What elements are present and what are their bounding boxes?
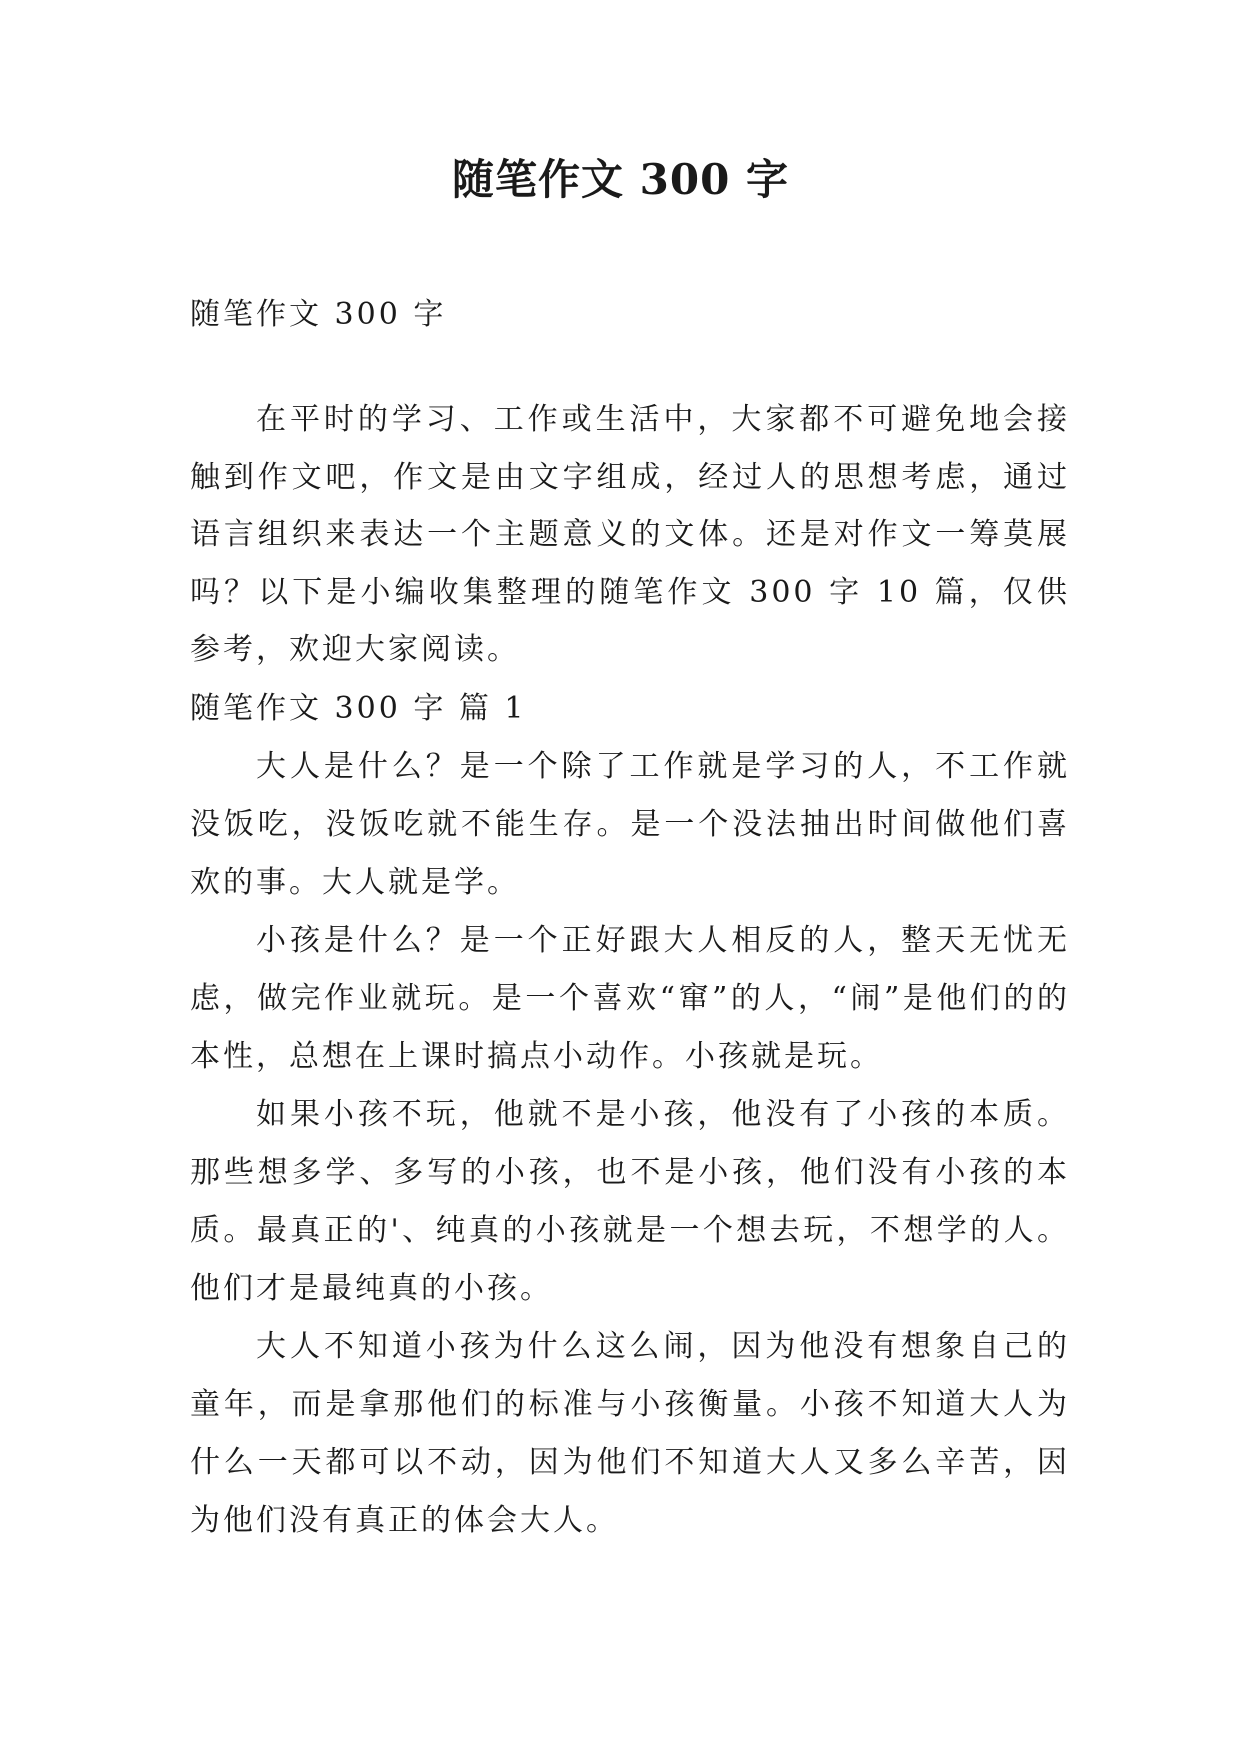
spacer bbox=[190, 345, 1070, 391]
article-body bbox=[190, 738, 1070, 1550]
section-heading: 随笔作文 300 字 篇 1 bbox=[190, 690, 527, 726]
document-content bbox=[190, 285, 1070, 1550]
body-paragraph: 大人是什么？是一个除了工作就是学习的人，不工作就没饭吃，没饭吃就不能生存。是一个没法抽出时间做他们喜欢的事。大人就是学。 bbox=[190, 748, 1070, 900]
document-title: 随笔作文 300 字 bbox=[452, 155, 789, 204]
intro-paragraph: 在平时的学习、工作或生活中，大家都不可避免地会接触到作文吧，作文是由文字组成，经过人的思想考虑，通过语言组织来表达一个主题意义的文体。还是对作文一筹莫展吗？以下是小编收集整理的随笔作文 300 字 10 篇，仅供参考，欢迎大家阅读。 bbox=[190, 402, 1070, 667]
body-paragraph: 如果小孩不玩，他就不是小孩，他没有了小孩的本质。那些想多学、多写的小孩，也不是小孩，他们没有小孩的本质。最真正的'、纯真的小孩就是一个想去玩，不想学的人。他们才是最纯真的小孩。 bbox=[190, 1096, 1070, 1306]
body-paragraph: 小孩是什么？是一个正好跟大人相反的人，整天无忧无虑，做完作业就玩。是一个喜欢“窜”的人，“闹”是他们的的本性，总想在上课时搞点小动作。小孩就是玩。 bbox=[190, 922, 1070, 1074]
document-subtitle: 随笔作文 300 字 bbox=[190, 297, 447, 332]
body-paragraph: 大人不知道小孩为什么这么闹，因为他没有想象自己的童年，而是拿那他们的标准与小孩衡量。小孩不知道大人为什么一天都可以不动，因为他们不知道大人又多么辛苦，因为他们没有真正的体会大人。 bbox=[190, 1328, 1070, 1538]
